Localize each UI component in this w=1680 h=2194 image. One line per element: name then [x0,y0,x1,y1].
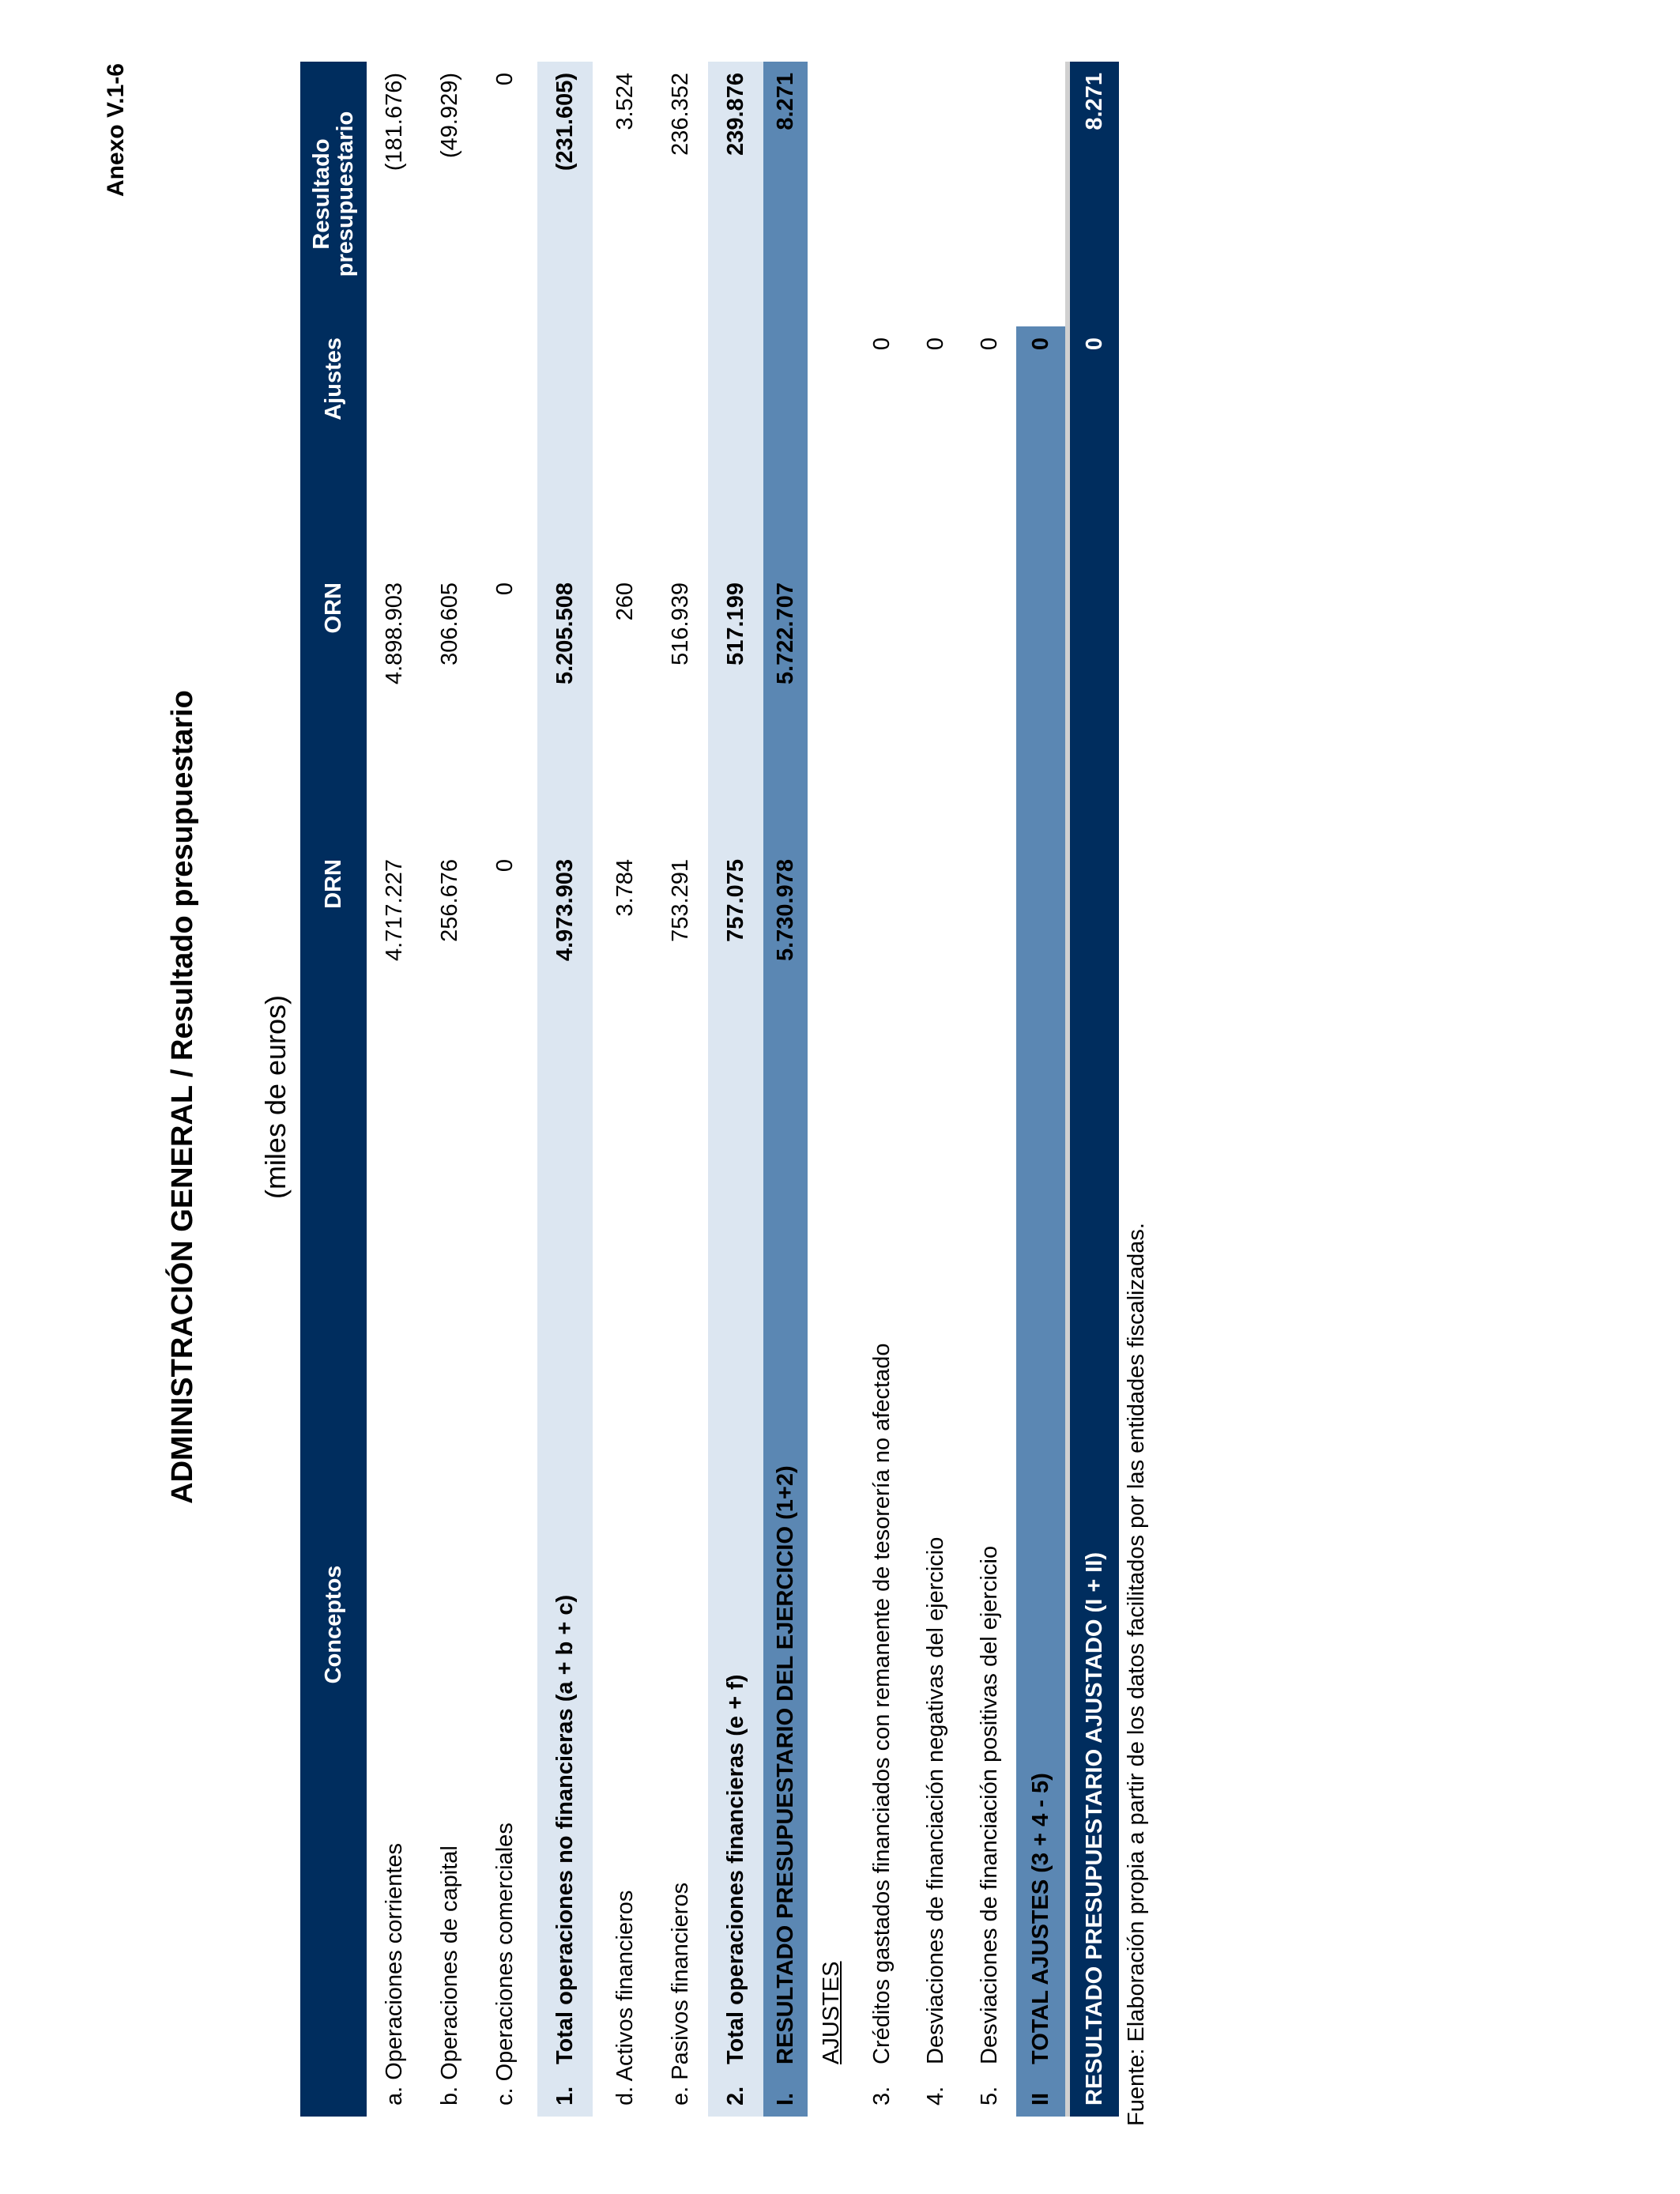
header-resultado-line2: presupuestario [333,111,358,277]
row-result: 8.271 [1068,62,1119,326]
header-resultado [300,62,367,326]
annex-label: Anexo V.1-6 [103,63,129,197]
row-label-text: RESULTADO PRESUPUESTARIO DEL EJERCICIO (1+2) [772,1465,798,2064]
row-label: e. Pasivos financieros [667,1882,693,2105]
row-label [909,1133,962,2117]
table-row-ajuste-4 [909,62,962,2117]
row-ajustes: 0 [1068,326,1119,571]
ajustes-heading: AJUSTES [818,1961,844,2064]
row-label [1016,1133,1068,2117]
row-label: c. Operaciones comerciales [492,1823,518,2105]
row-orn: 5.722.707 [763,571,808,848]
header-resultado-line1: Resultado [309,138,334,250]
header-concepts: Conceptos [300,1133,367,2117]
row-label [537,1133,593,2117]
table-row-result-I [763,62,808,2117]
budget-result-table [300,62,1119,2117]
row-orn: 0 [492,582,518,596]
table-row-ajustes-header [808,62,855,2117]
row-number: 4. [922,2086,948,2105]
table-row-ajuste-5 [962,62,1016,2117]
row-ajustes [367,326,422,571]
row-drn: 5.730.978 [763,848,808,1133]
row-label [808,1133,855,2117]
table-row-final-result [1068,62,1119,2117]
row-label: d. Activos financieros [612,1890,638,2105]
row-result: (231.605) [537,62,593,326]
row-number: 5. [976,2086,1002,2105]
row-result: 8.271 [763,62,808,326]
page-subtitle: (miles de euros) [259,994,292,1200]
row-label-text: Total operaciones no financieras (a + b + c) [552,1594,578,2064]
row-number: II [1027,2092,1053,2105]
row-drn: 757.075 [708,848,763,1133]
row-orn: 4.898.903 [381,582,407,685]
row-drn: 753.291 [667,859,693,942]
table-row-total-ajustes [1016,62,1068,2117]
row-ajustes [537,326,593,571]
row-number: 1. [552,2086,578,2105]
row-label [855,1133,909,2117]
row-drn: 4.973.903 [537,848,593,1133]
row-label-text: Créditos gastados financiados con remanente de tesorería no afectado [868,1343,895,2064]
page-title: ADMINISTRACIÓN GENERAL / Resultado presupuestario [166,690,199,1504]
table-row-total-2 [708,62,763,2117]
row-result: 3.524 [612,73,638,130]
row-ajustes [708,326,763,571]
row-number: 2. [722,2086,748,2105]
row-label [962,1133,1016,2117]
row-ajustes [477,326,533,571]
row-label-text: TOTAL AJUSTES (3 + 4 - 5) [1027,1773,1053,2064]
table-row-c [477,62,533,2117]
row-label: RESULTADO PRESUPUESTARIO AJUSTADO (I + II) [1068,1133,1119,2117]
row-ajustes: 0 [1016,326,1068,571]
row-label-text: Desviaciones de financiación positivas del ejercicio [976,1545,1002,2064]
row-label-text: Total operaciones financieras (e + f) [722,1674,748,2064]
header-drn: DRN [300,848,367,1133]
row-drn: 0 [492,859,518,873]
table-row-d [597,62,653,2117]
row-result: 239.876 [708,62,763,326]
row-result: 0 [492,73,518,86]
row-label [708,1133,763,2117]
row-result: 236.352 [667,73,693,156]
row-ajustes [422,326,477,571]
row-ajustes: 0 [922,337,948,351]
header-ajustes: Ajustes [300,326,367,571]
source-footnote: Fuente: Elaboración propia a partir de los datos facilitados por las entidades fiscalizadas. [1124,1223,1149,2126]
row-drn: 3.784 [612,859,638,917]
row-result: (49.929) [436,73,462,159]
row-number: I. [772,2092,798,2105]
row-ajustes [597,326,653,571]
row-number: 3. [868,2086,895,2105]
row-label-text: Desviaciones de financiación negativas del ejercicio [922,1536,948,2064]
row-label: a. Operaciones corrientes [381,1842,407,2105]
table-row-a [367,62,422,2117]
table-header-row [300,62,367,2117]
row-ajustes: 0 [868,337,895,351]
row-drn: 256.676 [436,859,462,942]
table-row-e [653,62,708,2117]
table-row-total-1 [537,62,593,2117]
table-row-b [422,62,477,2117]
row-orn: 260 [612,582,638,621]
row-label: b. Operaciones de capital [436,1845,462,2105]
row-ajustes [763,326,808,571]
row-result: (181.676) [381,73,407,172]
row-label [763,1133,808,2117]
row-orn: 516.939 [667,582,693,665]
table-row-ajuste-3 [855,62,909,2117]
row-ajustes: 0 [976,337,1002,351]
row-orn: 5.205.508 [537,571,593,848]
row-orn: 306.605 [436,582,462,665]
row-drn: 4.717.227 [381,859,407,962]
row-ajustes [653,326,708,571]
header-orn: ORN [300,571,367,848]
row-orn: 517.199 [708,571,763,848]
